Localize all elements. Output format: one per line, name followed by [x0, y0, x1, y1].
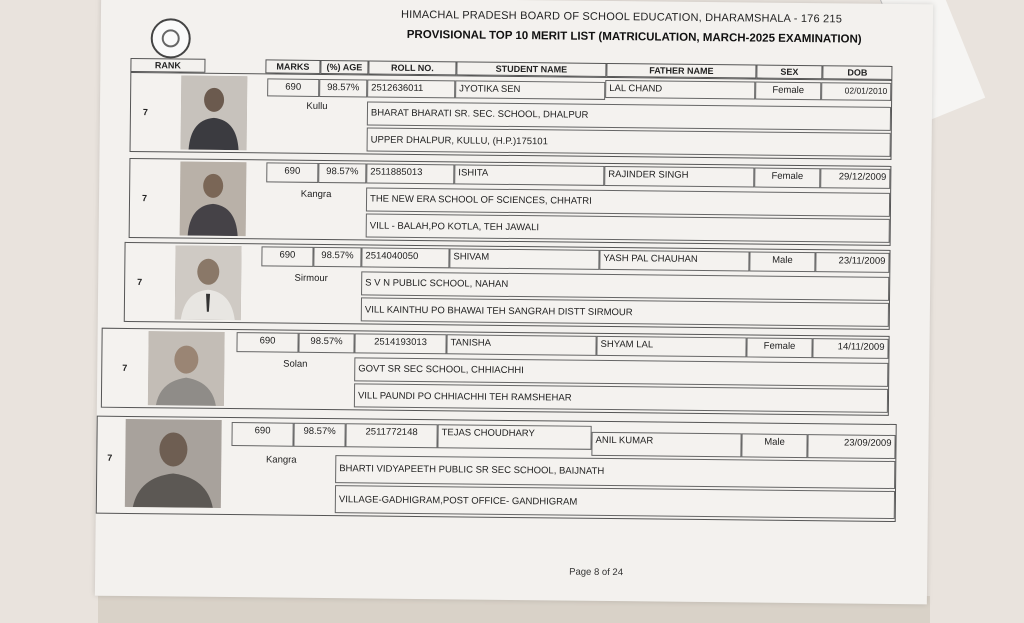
- rank-value: 7: [137, 277, 143, 288]
- address-value: VILL PAUNDI PO CHHIACHHI TEH RAMSHEHAR: [354, 383, 888, 413]
- student-name: TEJAS CHOUDHARY: [437, 424, 591, 450]
- roll-value: 2512636011: [367, 79, 455, 98]
- school-name: S V N PUBLIC SCHOOL, NAHAN: [361, 271, 889, 301]
- district-value: Solan: [283, 358, 308, 370]
- roll-value: 2511885013: [366, 163, 454, 184]
- col-header-father: FATHER NAME: [606, 63, 756, 79]
- dob-value: 02/01/2010: [821, 82, 891, 101]
- father-name: LAL CHAND: [605, 80, 755, 100]
- address-value: UPPER DHALPUR, KULLU, (H.P.)175101: [367, 127, 891, 156]
- percent-value: 98.57%: [319, 79, 367, 98]
- address-value: VILLAGE-GADHIGRAM,POST OFFICE- GANDHIGRAM: [335, 485, 895, 519]
- student-photo: [180, 161, 247, 236]
- percent-value: 98.57%: [318, 163, 366, 184]
- student-photo-image: [125, 419, 222, 508]
- sex-value: Female: [755, 82, 821, 101]
- student-photo-image: [148, 331, 225, 406]
- dob-value: 14/11/2009: [812, 338, 888, 359]
- percent-value: 98.57%: [298, 333, 354, 354]
- record-card: [96, 416, 897, 522]
- col-header-age: (%) AGE: [320, 60, 368, 75]
- father-name: ANIL KUMAR: [591, 432, 741, 458]
- roll-value: 2511772148: [345, 423, 437, 448]
- merit-list-page: [95, 0, 933, 604]
- percent-value: 98.57%: [293, 423, 345, 448]
- school-name: BHARTI VIDYAPEETH PUBLIC SR SEC SCHOOL, BAIJNATH: [335, 455, 895, 489]
- percent-value: 98.57%: [313, 247, 361, 268]
- col-header-rank: RANK: [130, 58, 205, 73]
- col-header-student: STUDENT NAME: [456, 61, 606, 77]
- dob-value: 23/11/2009: [815, 252, 889, 273]
- rank-value: 7: [142, 107, 149, 118]
- student-photo: [181, 76, 248, 151]
- sex-value: Male: [741, 433, 807, 458]
- student-photo-image: [175, 245, 242, 320]
- rank-value: 7: [107, 452, 113, 463]
- sex-value: Male: [749, 251, 815, 272]
- student-photo-image: [181, 76, 248, 151]
- col-header-roll: ROLL NO.: [368, 60, 456, 75]
- student-photo: [148, 331, 225, 406]
- district-value: Kangra: [265, 454, 297, 466]
- sex-value: Female: [754, 168, 820, 189]
- district-value: Kullu: [306, 100, 328, 113]
- record-card: [124, 242, 891, 330]
- rank-value: 7: [122, 362, 128, 373]
- school-name: GOVT SR SEC SCHOOL, CHHIACHHI: [354, 357, 888, 387]
- col-header-dob: DOB: [822, 65, 892, 80]
- student-name: JYOTIKA SEN: [455, 80, 605, 100]
- col-header-marks: MARKS: [265, 59, 320, 74]
- marks-value: 690: [266, 162, 318, 183]
- record-card: [130, 72, 893, 160]
- dob-value: 23/09/2009: [807, 434, 895, 459]
- board-seal-left: [151, 18, 191, 58]
- record-card: [101, 328, 890, 416]
- father-name: RAJINDER SINGH: [604, 166, 754, 188]
- address-value: VILL - BALAH,PO KOTLA, TEH JAWALI: [366, 213, 890, 242]
- record-card: [129, 158, 892, 246]
- roll-value: 2514040050: [361, 247, 449, 268]
- page-number: Page 8 of 24: [569, 566, 624, 579]
- student-name: SHIVAM: [449, 248, 599, 270]
- marks-value: 690: [236, 332, 298, 353]
- father-name: YASH PAL CHAUHAN: [599, 250, 749, 272]
- father-name: SHYAM LAL: [596, 336, 746, 358]
- district-value: Kangra: [300, 188, 332, 201]
- district-value: Sirmour: [294, 272, 328, 285]
- col-header-sex: SEX: [756, 65, 822, 80]
- marks-value: 690: [261, 246, 313, 267]
- address-value: VILL KAINTHU PO BHAWAI TEH SANGRAH DISTT SIRMOUR: [361, 297, 889, 327]
- page-title: PROVISIONAL TOP 10 MERIT LIST (MATRICULATION, MARCH-2025 EXAMINATION): [406, 28, 862, 46]
- student-photo: [175, 245, 242, 320]
- school-name: BHARAT BHARATI SR. SEC. SCHOOL, DHALPUR: [367, 101, 891, 130]
- student-photo-image: [180, 161, 247, 236]
- sex-value: Female: [746, 337, 812, 358]
- marks-value: 690: [267, 78, 319, 97]
- rank-value: 7: [141, 193, 148, 204]
- student-name: TANISHA: [446, 334, 596, 356]
- school-name: THE NEW ERA SCHOOL OF SCIENCES, CHHATRI: [366, 187, 890, 216]
- roll-value: 2514193013: [354, 333, 446, 354]
- board-name: HIMACHAL PRADESH BOARD OF SCHOOL EDUCATION, DHARAMSHALA - 176 215: [400, 8, 843, 26]
- student-name: ISHITA: [454, 164, 604, 186]
- marks-value: 690: [231, 422, 293, 447]
- student-photo: [125, 419, 222, 508]
- dob-value: 29/12/2009: [820, 168, 890, 189]
